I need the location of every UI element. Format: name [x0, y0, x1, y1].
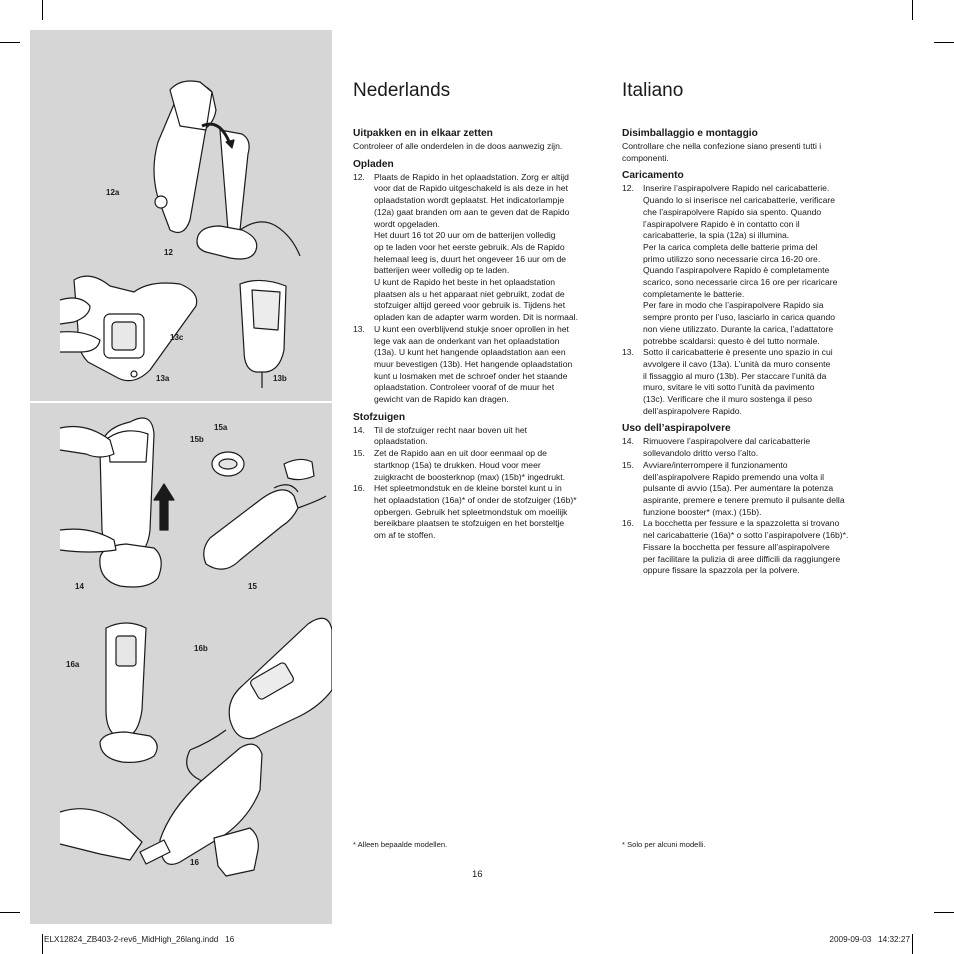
item-line: opladen kan de adapter warm worden. Dit is normaal. [374, 312, 578, 323]
wall-unit-illustration [240, 280, 286, 388]
item-line: zuigkracht de boosterknop (max) (15b)* ingedrukt. [374, 471, 566, 482]
item-line: opbergen. Gebruik het spleetmondstuk om moeilijk [374, 506, 568, 517]
item-line: caricabatterie, la spia (12a) si illumina. [643, 230, 790, 241]
figure-label-15a: 15a [214, 423, 228, 432]
item-number: 13. [622, 347, 634, 358]
item-line: potrebbe scaldarsi: questo è del tutto normale. [643, 335, 820, 346]
item-line: stofzuiger altijd gereed voor gebruik is. Tijdens het [374, 300, 566, 311]
crop-mark [42, 934, 43, 954]
item-line: U kunt een overblijvend stukje snoer oprollen in het [374, 323, 569, 334]
product-illustrations [30, 30, 332, 924]
item-line: voor dat de Rapido uitgeschakeld is als deze in het [374, 183, 568, 194]
item-line: dell’aspirapolvere Rapido premendo una volta il [643, 471, 825, 482]
item-line: non viene utilizzato. Durante la carica, l’adattatore [643, 323, 834, 334]
item-line: sollevandolo dritto verso l’alto. [643, 448, 759, 459]
page-number: 16 [472, 869, 483, 880]
language-title: Nederlands [353, 80, 451, 101]
section-text [622, 141, 862, 164]
list-item [353, 448, 593, 483]
figure-label-16: 16 [190, 858, 199, 867]
item-line: het oplaadstation (16a)* of onder de stofzuiger (16b)* [374, 494, 577, 505]
item-line: Quando l’aspirapolvere Rapido è completamente [643, 265, 830, 276]
item-line: dell’aspirapolvere Rapido. [643, 405, 742, 416]
vacuum-switch-illustration [204, 452, 326, 569]
item-line: Rimuovere l’aspirapolvere dal caricabatterie [643, 436, 811, 447]
item-line: avvolgere il cavo (13a). L’unità da muro consente [643, 358, 831, 369]
item-line: pulsante di avvio (15a). Per aumentare la potenza [643, 483, 834, 494]
item-line: oplaadstation. [374, 436, 428, 447]
item-line: wordt opgeladen. [374, 218, 440, 229]
item-line: funzione booster* (max.) (15b). [643, 506, 762, 517]
list-item [622, 436, 862, 459]
dutch-column [353, 80, 593, 542]
item-number: 13. [353, 323, 365, 334]
figure-label-13b: 13b [273, 374, 287, 383]
item-line: U kunt de Rapido het beste in het oplaadstation [374, 277, 556, 288]
instruction-list [353, 172, 593, 406]
item-line: bereikbare plaatsen te stofzuigen en het borsteltje [374, 518, 565, 529]
section-heading: Opladen [353, 158, 394, 170]
item-line: plaatsen als u het apparaat niet gebruikt, zodat de [374, 288, 565, 299]
item-line: op te laden voor het eerste gebruik. Als de Rapido [374, 241, 565, 252]
item-line: scarico, sono necessarie circa 16 ore per ricaricare [643, 277, 838, 288]
instruction-list [622, 183, 862, 417]
figure-label-15b: 15b [190, 435, 204, 444]
figure-label-13a: 13a [156, 374, 170, 383]
vacuum-lift-illustration [60, 418, 174, 587]
item-line: Inserire l’aspirapolvere Rapido nel caricabatterie. [643, 183, 830, 194]
item-line: helemaal leeg is, duurt het ongeveer 16 uur om de [374, 253, 567, 264]
crop-mark [912, 0, 913, 20]
section-heading: Uitpakken en in elkaar zetten [353, 128, 493, 139]
item-line: oppure fissare la spazzola per la polvere. [643, 565, 800, 576]
figure-label-16b: 16b [194, 644, 208, 653]
item-line: nel caricabatterie (16a)* o sotto l’aspirapolvere (16b)*. [643, 530, 849, 541]
text-line: componenti. [622, 152, 669, 163]
footnote-dutch: * Alleen bepaalde modellen. [353, 840, 448, 849]
item-line: che l’aspirapolvere Rapido sia spento. Quando [643, 206, 822, 217]
crop-mark [912, 934, 913, 954]
list-item [622, 518, 862, 577]
instruction-list [622, 436, 862, 576]
accessory-storage-illustration [100, 623, 157, 762]
item-line: sempre pronto per l’uso, lasciarlo in carica quando [643, 312, 836, 323]
italian-column [622, 80, 862, 577]
footnote-italian: * Solo per alcuni modelli. [622, 840, 706, 849]
item-line: Per la carica completa delle batterie prima del [643, 241, 818, 252]
item-line: kunt u losmaken met de schroef onder het staande [374, 370, 568, 381]
item-line: oplaadstation wordt geplaatst. Het indicatorlampje [374, 195, 565, 206]
item-line: Plaats de Rapido in het oplaadstation. Zorg er altijd [374, 171, 569, 182]
item-line: om af te stoffen. [374, 530, 436, 541]
list-item [353, 425, 593, 448]
item-number: 14. [622, 436, 634, 447]
slug-filename: ELX12824_ZB403-2-rev6_MidHigh_26lang.indd 16 [44, 935, 235, 944]
item-number: 14. [353, 424, 365, 435]
figure-label-15: 15 [248, 582, 257, 591]
item-line: Quando lo si inserisce nel caricabatterie, verificare [643, 195, 836, 206]
item-line: La bocchetta per fessure e la spazzoletta si trovano [643, 518, 840, 529]
item-line: il fissaggio al muro (13b). Per staccare l’unità da [643, 370, 827, 381]
item-line: (13c). Verificare che il muro sostenga il peso [643, 394, 813, 405]
figure-label-16a: 16a [66, 660, 80, 669]
item-line: Het duurt 16 tot 20 uur om de batterijen volledig [374, 230, 556, 241]
item-line: lege vak aan de onderkant van het oplaadstation [374, 335, 560, 346]
crop-mark [42, 0, 43, 20]
crop-mark [934, 912, 954, 913]
item-line: completamente le batterie. [643, 288, 745, 299]
item-line: oplaadstation. Controleer vooraf of de muur het [374, 382, 555, 393]
item-line: gewicht van de Rapido kan dragen. [374, 394, 509, 405]
item-number: 16. [622, 518, 634, 529]
item-line: (12a) gaat branden om aan te geven dat de Rapido [374, 206, 570, 217]
instruction-list [353, 425, 593, 542]
section-heading: Stofzuigen [353, 411, 406, 423]
item-line: l’aspirapolvere Rapido è in contatto con il [643, 218, 800, 229]
item-line: batterijen weer volledig op te laden. [374, 265, 510, 276]
vacuum-in-charger-illustration [154, 81, 300, 259]
item-number: 15. [353, 448, 365, 459]
slug-timestamp: 2009-09-03 14:32:27 [829, 935, 910, 944]
crop-mark [0, 42, 20, 43]
crop-mark [0, 912, 20, 913]
item-line: muro, svitare le viti sotto l’unità da pavimento [643, 382, 815, 393]
item-number: 16. [353, 483, 365, 494]
item-line: primo utilizzo sono necessarie circa 16-20 ore. [643, 253, 821, 264]
item-number: 15. [622, 459, 634, 470]
item-line: aspirante, premere e tenere premuto il pulsante della [643, 494, 845, 505]
item-line: Het spleetmondstuk en de kleine borstel kunt u in [374, 483, 562, 494]
section-heading: Disimballaggio e montaggio [622, 128, 758, 139]
crop-mark [934, 42, 954, 43]
item-number: 12. [622, 183, 634, 194]
item-line: muur bevestigen (13b). Het hangende oplaadstation [374, 358, 573, 369]
item-line: per facilitare la pulizia di aree difficili da raggiungere [643, 553, 841, 564]
language-title: Italiano [622, 80, 684, 101]
section-heading: Uso dell’aspirapolvere [622, 423, 731, 435]
figure-label-12a: 12a [106, 188, 120, 197]
item-line: Sotto il caricabatterie è presente uno spazio in cui [643, 347, 833, 358]
text-line: Controllare che nella confezione siano presenti tutti i [622, 141, 822, 151]
vacuum-with-nozzle-illustration [60, 744, 262, 876]
item-line: Fissare la bocchetta per fessure all’aspirapolvere [643, 541, 830, 552]
item-line: Avviare/interrompere il funzionamento [643, 459, 788, 470]
figure-label-13c: 13c [170, 333, 184, 342]
figure-label-14: 14 [75, 582, 84, 591]
list-item [353, 483, 593, 542]
item-line: startknop (15a) te drukken. Houd voor meer [374, 459, 541, 470]
item-number: 12. [353, 171, 365, 182]
list-item [353, 172, 593, 324]
item-line: Til de stofzuiger recht naar boven uit het [374, 424, 528, 435]
list-item [622, 183, 862, 347]
section-text: Controleer of alle onderdelen in de doos aanwezig zijn. [353, 141, 563, 151]
item-line: (13a). U kunt het hangende oplaadstation aan een [374, 347, 566, 358]
list-item [622, 460, 862, 519]
charger-base-illustration [60, 276, 197, 381]
list-item [353, 324, 593, 406]
list-item [622, 347, 862, 417]
item-line: Per fare in modo che l’aspirapolvere Rapido sia [643, 300, 824, 311]
item-line: Zet de Rapido aan en uit door eenmaal op de [374, 448, 547, 459]
section-heading: Caricamento [622, 170, 684, 182]
figure-label-12: 12 [164, 248, 173, 257]
